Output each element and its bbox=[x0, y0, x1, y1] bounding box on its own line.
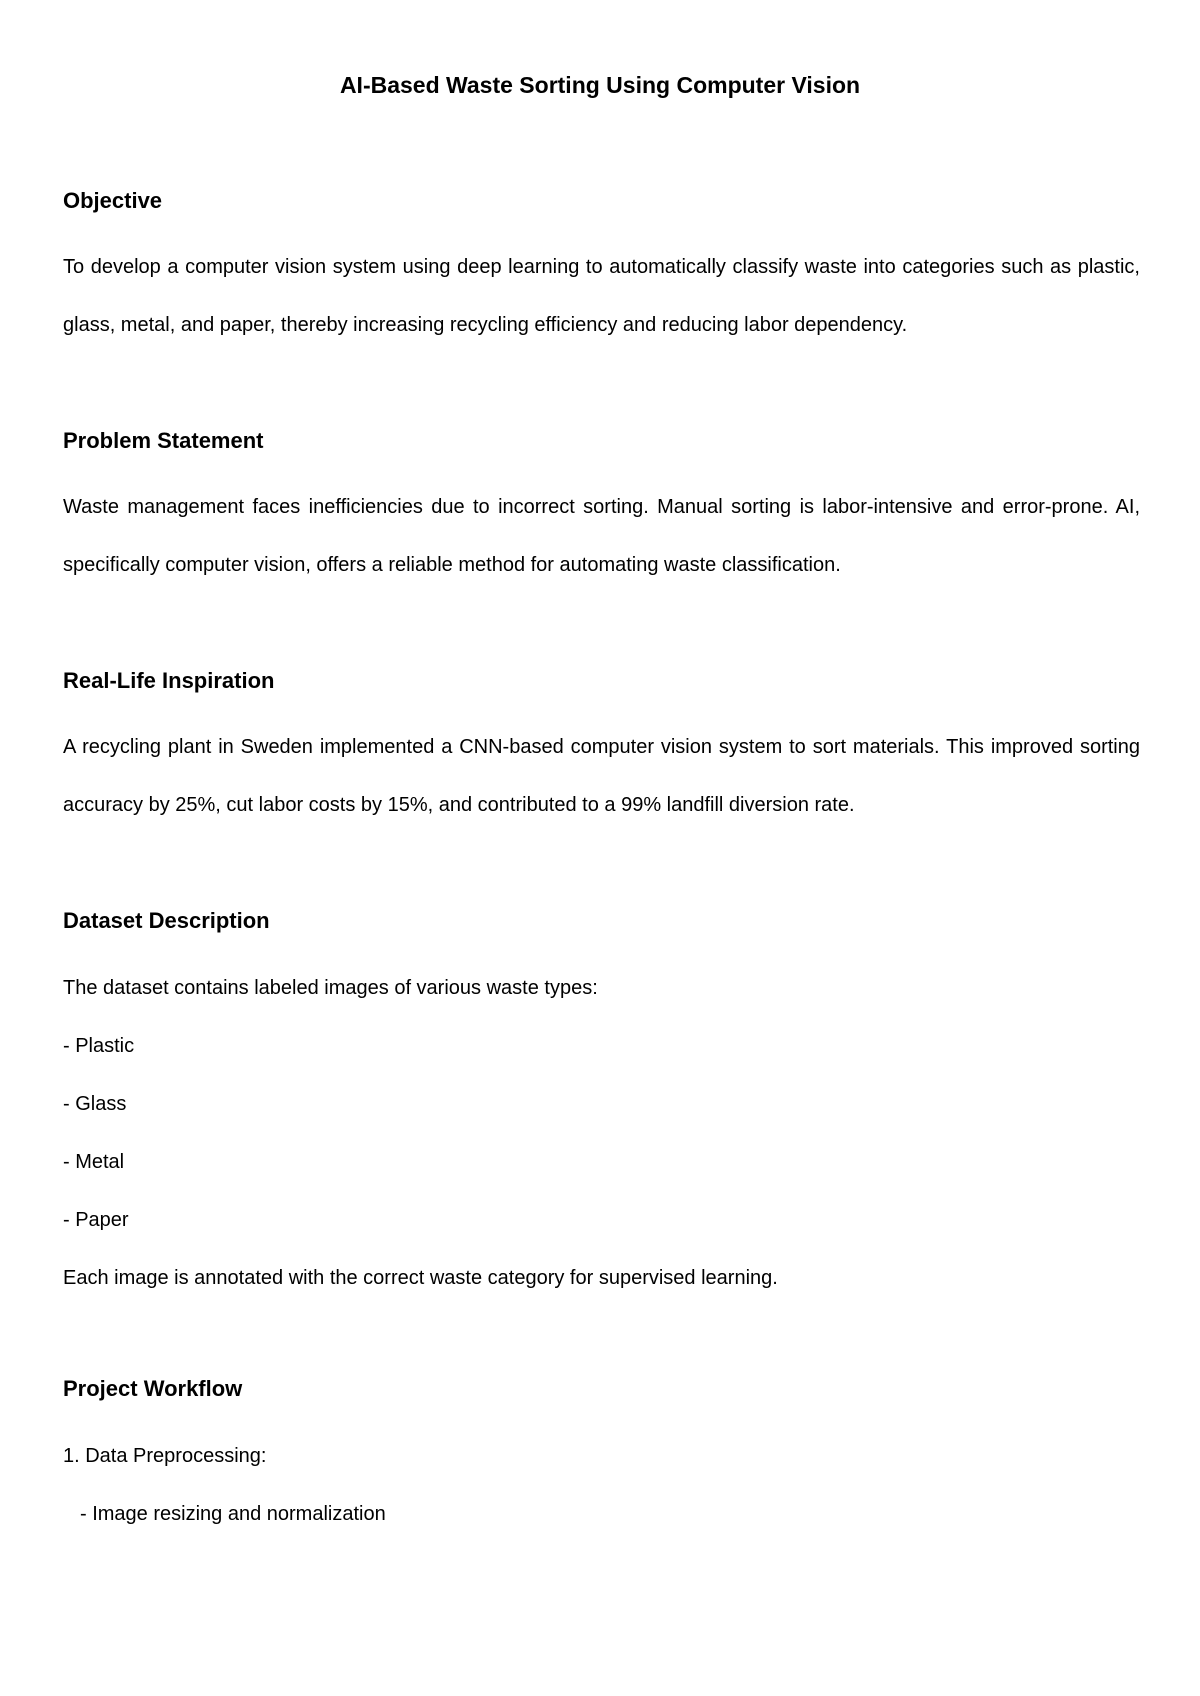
problem-statement-body: Waste management faces inefficiencies due to incorrect sorting. Manual sorting is labor-intensive and error-prone. AI, specifically computer vision, offers a reliable method for automating waste classification. bbox=[63, 496, 1140, 576]
dataset-item-plastic: - Plastic bbox=[63, 1035, 135, 1057]
objective-body: To develop a computer vision system using deep learning to automatically classify waste into categories such as plastic, glass, metal, and paper, thereby increasing recycling efficiency and reducing labor dependency. bbox=[63, 256, 1140, 336]
document-title: AI-Based Waste Sorting Using Computer Vision bbox=[339, 72, 861, 98]
problem-statement-heading: Problem Statement bbox=[63, 428, 264, 453]
workflow-step-1-sub-item: - Image resizing and normalization bbox=[80, 1503, 386, 1525]
dataset-description-heading: Dataset Description bbox=[63, 908, 270, 933]
real-life-inspiration-heading: Real-Life Inspiration bbox=[63, 668, 275, 693]
workflow-step-1: 1. Data Preprocessing: bbox=[63, 1445, 267, 1467]
dataset-intro: The dataset contains labeled images of various waste types: bbox=[63, 977, 598, 999]
dataset-item-glass: - Glass bbox=[63, 1093, 127, 1115]
real-life-inspiration-body: A recycling plant in Sweden implemented a CNN-based computer vision system to sort materials. This improved sorting accuracy by 25%, cut labor costs by 15%, and contributed to a 99% landfill diversion rate. bbox=[63, 736, 1140, 816]
dataset-outro: Each image is annotated with the correct waste category for supervised learning. bbox=[63, 1267, 778, 1289]
dataset-item-metal: - Metal bbox=[63, 1151, 125, 1173]
project-workflow-heading: Project Workflow bbox=[63, 1376, 243, 1401]
dataset-item-paper: - Paper bbox=[63, 1209, 129, 1231]
objective-heading: Objective bbox=[63, 188, 163, 213]
